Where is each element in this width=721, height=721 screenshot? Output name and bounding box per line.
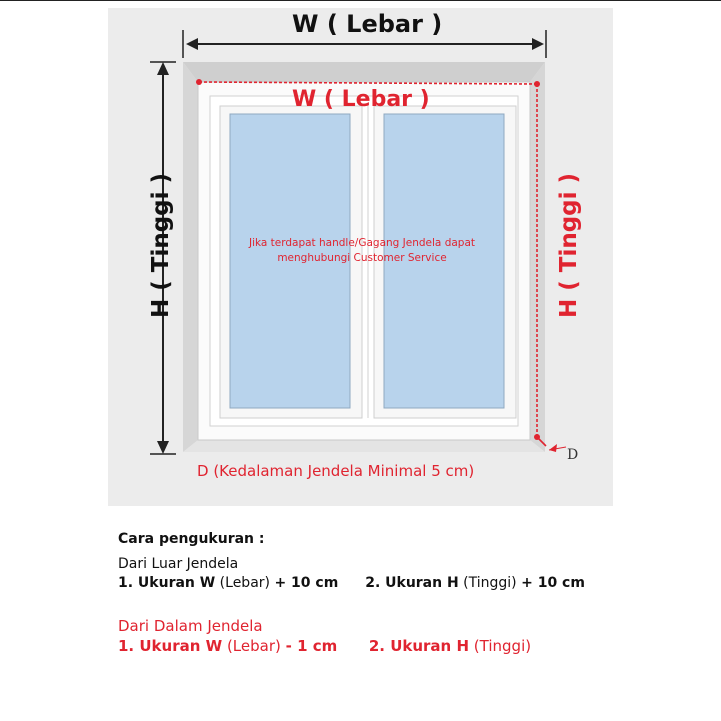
- depth-label: D (Kedalaman Jendela Minimal 5 cm): [197, 462, 475, 480]
- width-outer-label: W ( Lebar ): [292, 10, 443, 38]
- inside-item-1: 1. Ukuran W (Lebar) - 1 cm: [118, 637, 338, 655]
- recess-left: [183, 62, 198, 452]
- window-recess: [183, 62, 545, 82]
- window-sill: [183, 440, 545, 452]
- depth-marker: D: [567, 447, 579, 463]
- width-outer-arrow-right: [532, 38, 544, 50]
- instructions-title: Cara pengukuran :: [118, 531, 265, 547]
- width-inner-label: W ( Lebar ): [292, 87, 430, 112]
- depth-arrowhead: [549, 444, 557, 452]
- outside-items: [118, 575, 585, 591]
- height-inner-label: H ( Tinggi ): [556, 172, 582, 318]
- height-outer-arrow-top: [157, 62, 169, 75]
- inside-item-2: 2. Ukuran H (Tinggi): [368, 637, 532, 655]
- inside-heading: Dari Dalam Jendela: [118, 617, 263, 635]
- width-outer-arrow-left: [186, 38, 198, 50]
- handle-note: Jika terdapat handle/Gagang Jendela dapat menghubungi Customer Service: [248, 237, 476, 264]
- width-inner-dot-left: [196, 79, 202, 85]
- outside-item-2: 2. Ukuran H (Tinggi) + 10 cm: [365, 575, 585, 591]
- outside-item-1: 1. Ukuran W (Lebar) + 10 cm: [118, 575, 339, 591]
- height-outer-label: H ( Tinggi ): [148, 172, 174, 318]
- outside-heading: Dari Luar Jendela: [118, 556, 239, 572]
- height-outer-arrow-bottom: [157, 441, 169, 454]
- inside-items: [118, 637, 531, 655]
